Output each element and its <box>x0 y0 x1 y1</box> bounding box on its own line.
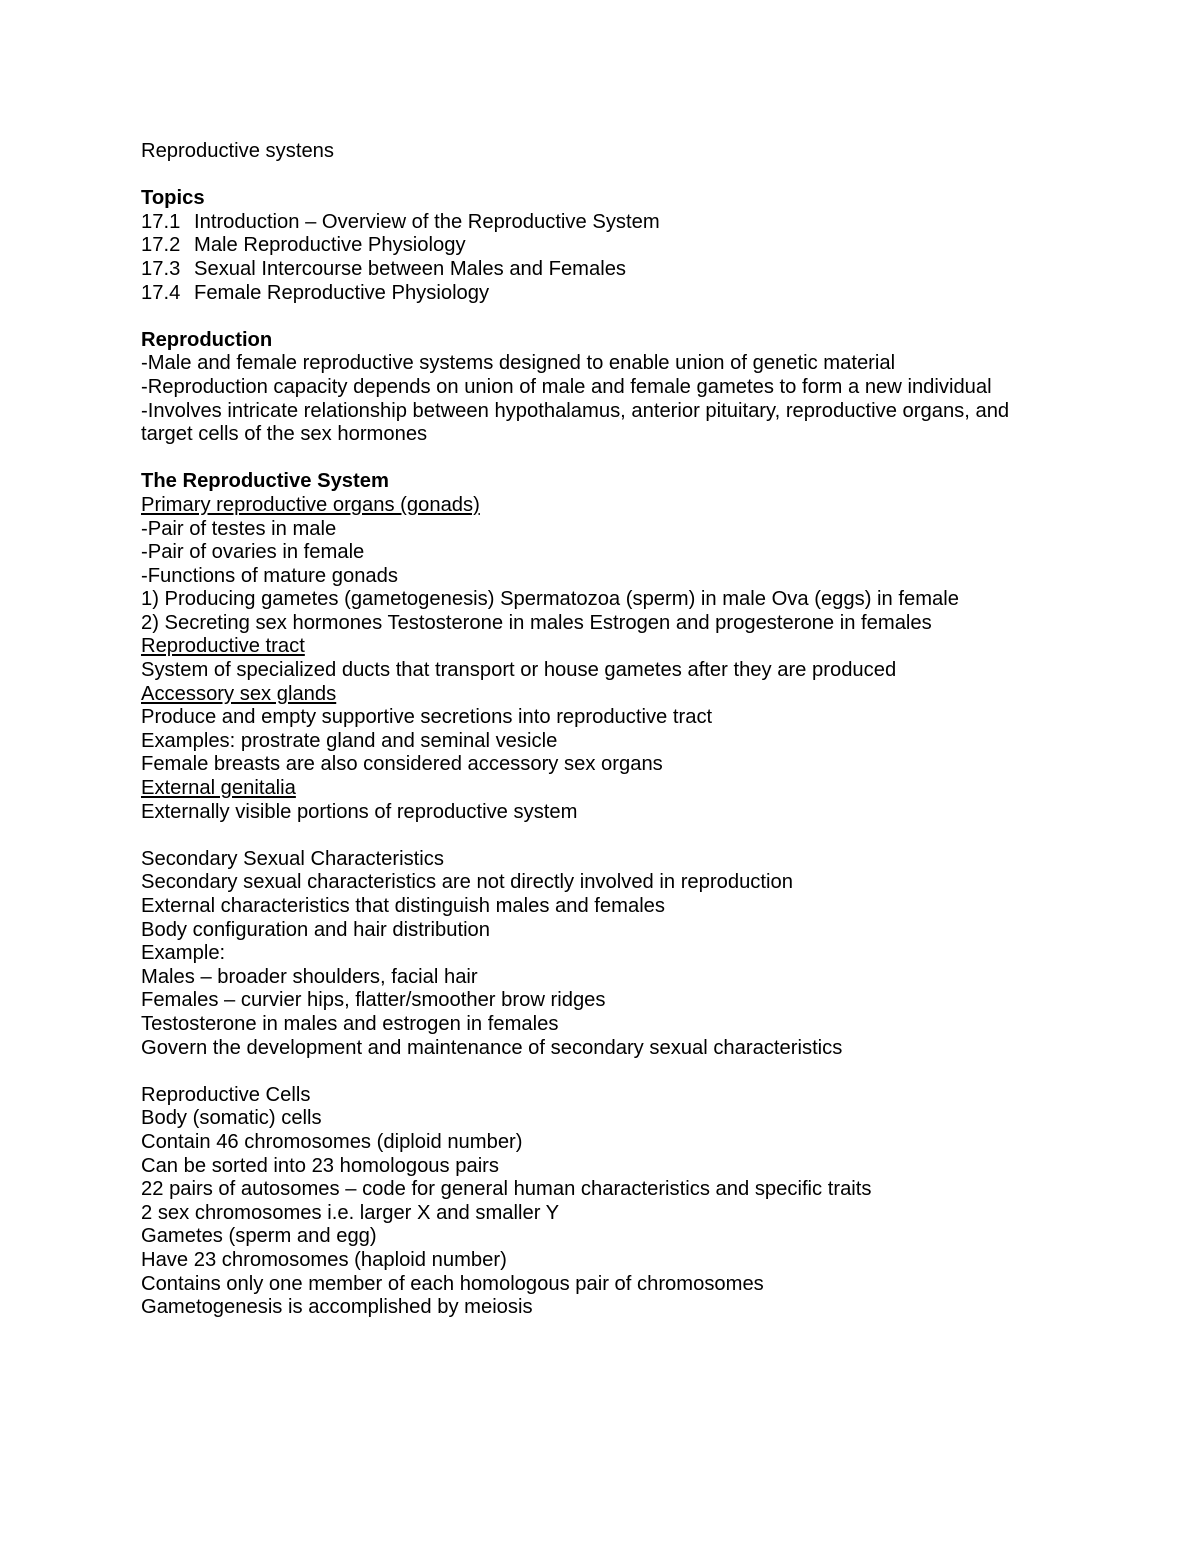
cells-line: 2 sex chromosomes i.e. larger X and smaller Y <box>141 1201 560 1224</box>
topics-heading: Topics <box>141 187 205 210</box>
spacer <box>141 1060 1061 1084</box>
cells-line: Have 23 chromosomes (haploid number) <box>141 1248 507 1271</box>
cells-line: Gametes (sperm and egg) <box>141 1225 377 1248</box>
primary-organs-subheading: Primary reproductive organs (gonads) <box>141 493 480 516</box>
primary-organs-line: -Pair of ovaries in female <box>141 541 365 564</box>
reproduction-line: -Reproduction capacity depends on union of male and female gametes to form a new individual <box>141 375 992 398</box>
cells-line: Body (somatic) cells <box>141 1107 322 1130</box>
spacer <box>141 305 1061 329</box>
accessory-glands-line: Female breasts are also considered accessory sex organs <box>141 753 663 776</box>
cells-line: Gametogenesis is accomplished by meiosis <box>141 1296 533 1319</box>
topic-text: Sexual Intercourse between Males and Females <box>194 257 627 280</box>
reproduction-line: -Male and female reproductive systems designed to enable union of genetic material <box>141 352 896 375</box>
spacer <box>141 164 1061 188</box>
secondary-line: Females – curvier hips, flatter/smoother brow ridges <box>141 989 606 1012</box>
topic-item <box>141 258 1061 282</box>
cells-line: Can be sorted into 23 homologous pairs <box>141 1154 499 1177</box>
external-genitalia-line: Externally visible portions of reproductive system <box>141 800 578 823</box>
accessory-glands-subheading: Accessory sex glands <box>141 682 337 705</box>
secondary-heading: Secondary Sexual Characteristics <box>141 847 444 870</box>
reproductive-system-heading: The Reproductive System <box>141 470 389 493</box>
secondary-line: Secondary sexual characteristics are not directly involved in reproduction <box>141 871 793 894</box>
reproductive-tract-subheading: Reproductive tract <box>141 635 305 658</box>
external-genitalia-subheading: External genitalia <box>141 777 296 800</box>
cells-heading: Reproductive Cells <box>141 1083 311 1106</box>
topic-item <box>141 211 1061 235</box>
accessory-glands-line: Examples: prostrate gland and seminal vesicle <box>141 729 558 752</box>
topic-number: 17.3 <box>141 257 181 280</box>
document-page <box>141 140 1061 1320</box>
secondary-line: Testosterone in males and estrogen in females <box>141 1012 559 1035</box>
spacer <box>141 824 1061 848</box>
primary-organs-line: 2) Secreting sex hormones Testosterone in males Estrogen and progesterone in females <box>141 611 932 634</box>
secondary-line: External characteristics that distinguish males and females <box>141 895 665 917</box>
accessory-glands-line: Produce and empty supportive secretions into reproductive tract <box>141 706 713 729</box>
spacer <box>141 447 1061 471</box>
topic-number: 17.2 <box>141 234 181 257</box>
primary-organs-line: 1) Producing gametes (gametogenesis) Spermatozoa (sperm) in male Ova (eggs) in female <box>141 588 959 611</box>
cells-line: Contain 46 chromosomes (diploid number) <box>141 1130 523 1153</box>
cells-line: Contains only one member of each homologous pair of chromosomes <box>141 1272 764 1295</box>
topic-item <box>141 234 1061 258</box>
topic-text: Male Reproductive Physiology <box>194 234 466 257</box>
reproductive-tract-line: System of specialized ducts that transport or house gametes after they are produced <box>141 659 897 682</box>
topic-number: 17.4 <box>141 281 181 304</box>
primary-organs-line: -Pair of testes in male <box>141 517 337 540</box>
secondary-line: Males – broader shoulders, facial hair <box>141 965 478 988</box>
cells-line: 22 pairs of autosomes – code for general human characteristics and specific traits <box>141 1178 872 1201</box>
reproduction-line: -Involves intricate relationship between hypothalamus, anterior pituitary, reproductive organs, and target cells of the sex hormones <box>141 399 1010 446</box>
secondary-line: Example: <box>141 942 226 965</box>
document-title: Reproductive systens <box>141 140 334 162</box>
topic-number: 17.1 <box>141 210 181 233</box>
topic-item <box>141 282 1061 306</box>
reproduction-heading: Reproduction <box>141 328 273 351</box>
topic-text: Female Reproductive Physiology <box>194 281 490 304</box>
topic-text: Introduction – Overview of the Reproductive System <box>194 210 660 233</box>
secondary-line: Body configuration and hair distribution <box>141 918 491 941</box>
secondary-line: Govern the development and maintenance of secondary sexual characteristics <box>141 1036 843 1059</box>
primary-organs-line: -Functions of mature gonads <box>141 564 398 587</box>
